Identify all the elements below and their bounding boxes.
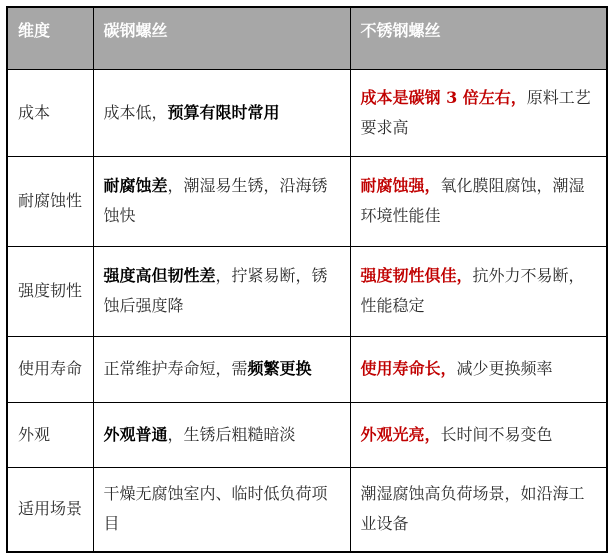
cell-appearance-carbon bbox=[93, 402, 350, 467]
text-segment: 长时间不易变色 bbox=[440, 424, 553, 444]
row-label-appearance: 外观 bbox=[7, 402, 93, 467]
text-segment: 正常维护寿命短，需 bbox=[103, 359, 248, 378]
text-segment-highlight: 耐腐蚀强， bbox=[360, 176, 441, 195]
text-segment-highlight: 使用寿命长， bbox=[360, 359, 457, 378]
header-cell-dimension: 维度 bbox=[7, 7, 93, 69]
text-segment-bold: 预算有限时常用 bbox=[167, 102, 280, 122]
table-row-cost bbox=[7, 69, 607, 156]
table-row-strength-toughness bbox=[7, 246, 607, 336]
row-label-service-life: 使用寿命 bbox=[7, 336, 93, 402]
text-segment-highlight: 外观光亮， bbox=[360, 424, 441, 444]
text-segment: 氧化膜阻腐蚀，潮湿环境性能佳 bbox=[360, 176, 585, 225]
cell-life-carbon bbox=[93, 336, 350, 402]
text-segment: 潮湿腐蚀高负荷场景，如沿海工业设备 bbox=[360, 484, 585, 534]
text-segment: 减少更换频率 bbox=[456, 359, 553, 378]
text-segment: ，潮湿易生锈，沿海锈蚀快 bbox=[103, 176, 328, 225]
table-row-appearance bbox=[7, 402, 607, 467]
text-segment: 成本低， bbox=[103, 102, 168, 122]
text-segment: 干燥无腐蚀室内、临时低负荷项目 bbox=[103, 484, 328, 534]
comparison-table bbox=[6, 6, 608, 553]
text-segment-bold: 耐腐蚀差 bbox=[103, 176, 168, 195]
cell-appearance-stainless bbox=[350, 402, 607, 467]
cell-corrosion-stainless bbox=[350, 156, 607, 246]
table-row-service-life bbox=[7, 336, 607, 402]
cell-life-stainless bbox=[350, 336, 607, 402]
table-row-applicable-scenarios bbox=[7, 467, 607, 552]
header-cell-carbon-steel: 碳钢螺丝 bbox=[93, 7, 350, 69]
cell-cost-stainless bbox=[350, 69, 607, 156]
header-cell-stainless-steel: 不锈钢螺丝 bbox=[350, 7, 607, 69]
text-segment: 原料工艺要求高 bbox=[360, 87, 591, 137]
table-row-corrosion-resistance bbox=[7, 156, 607, 246]
cell-strength-carbon bbox=[93, 246, 350, 336]
row-label-corrosion-resistance: 耐腐蚀性 bbox=[7, 156, 93, 246]
text-segment: ，拧紧易断，锈蚀后强度降 bbox=[103, 266, 328, 315]
text-segment: 抗外力不易断，性能稳定 bbox=[360, 266, 585, 315]
cell-cost-carbon bbox=[93, 69, 350, 156]
row-label-strength-toughness: 强度韧性 bbox=[7, 246, 93, 336]
cell-corrosion-carbon bbox=[93, 156, 350, 246]
cell-strength-stainless bbox=[350, 246, 607, 336]
cell-scenario-stainless bbox=[350, 467, 607, 552]
cell-scenario-carbon bbox=[93, 467, 350, 552]
text-segment-highlight: 成本是碳钢 3 倍左右， bbox=[360, 87, 527, 107]
row-label-applicable-scenarios: 适用场景 bbox=[7, 467, 93, 552]
text-segment: ，生锈后粗糙暗淡 bbox=[167, 424, 296, 444]
text-segment-bold: 频繁更换 bbox=[247, 359, 312, 378]
header-row bbox=[7, 7, 607, 69]
text-segment-highlight: 强度韧性俱佳， bbox=[360, 266, 473, 285]
text-segment-bold: 强度高但韧性差 bbox=[103, 266, 216, 285]
row-label-cost: 成本 bbox=[7, 69, 93, 156]
text-segment-bold: 外观普通 bbox=[103, 424, 168, 444]
